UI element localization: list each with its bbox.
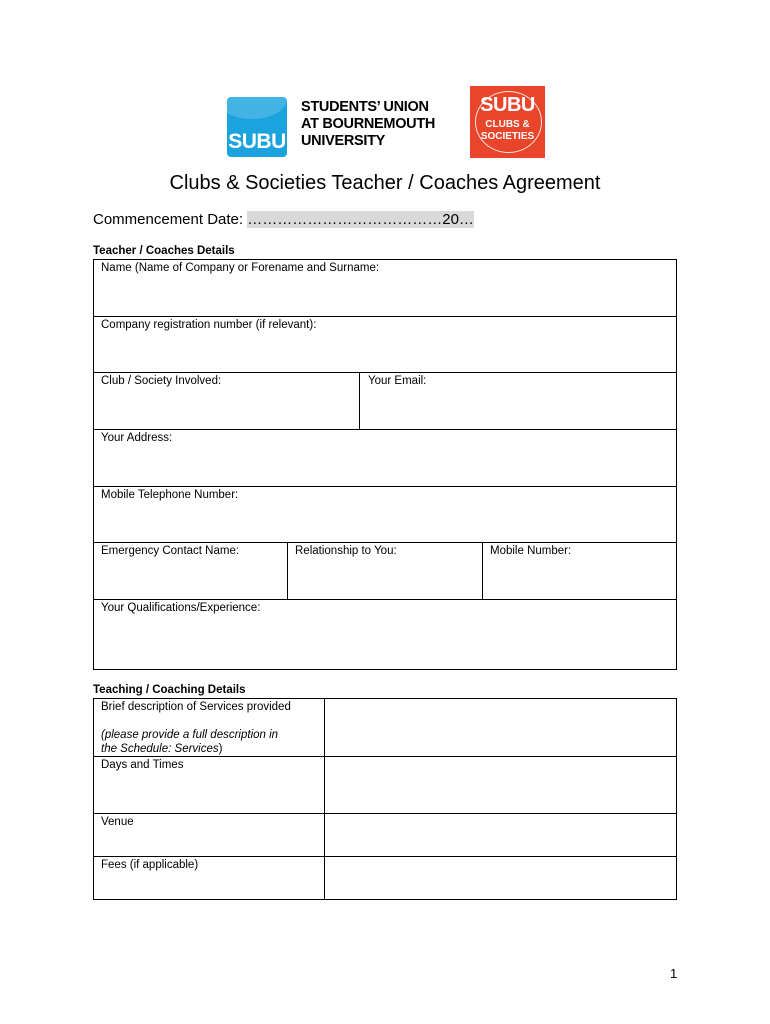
emergency-mobile-field-label: Mobile Number:	[490, 545, 572, 557]
commencement-label: Commencement Date:	[93, 211, 244, 228]
address-field-label: Your Address:	[101, 432, 173, 444]
teaching-details-heading: Teaching / Coaching Details	[93, 684, 246, 696]
commencement-date-field[interactable]: …………………………………20…	[247, 211, 474, 228]
services-note-schedule: the Schedule: Services	[101, 743, 219, 755]
row-divider	[93, 856, 677, 857]
clubs-logo-societies: SOCIETIES	[480, 131, 535, 142]
row-divider	[93, 599, 677, 600]
services-note-line-1: (please provide a full description in	[101, 729, 279, 741]
column-divider	[324, 698, 325, 900]
days-row-label: Days and Times	[101, 759, 184, 771]
services-note-line-2	[101, 743, 222, 755]
column-divider	[287, 542, 288, 599]
venue-row-label: Venue	[101, 816, 134, 828]
services-note-close: )	[218, 743, 223, 755]
subu-logo	[227, 97, 287, 157]
logo-shine	[227, 97, 287, 119]
row-divider	[93, 316, 677, 317]
column-divider	[482, 542, 483, 599]
org-name	[301, 99, 461, 150]
clubs-societies-logo	[470, 86, 545, 158]
teacher-details-heading: Teacher / Coaches Details	[93, 245, 235, 257]
club-field-label: Club / Society Involved:	[101, 375, 222, 387]
emergency-name-field-label: Emergency Contact Name:	[101, 545, 240, 557]
column-divider	[359, 372, 360, 429]
qualifications-field-label: Your Qualifications/Experience:	[101, 602, 261, 614]
row-divider	[93, 813, 677, 814]
commencement-date	[93, 211, 474, 228]
page-number: 1	[670, 966, 678, 981]
relationship-field-label: Relationship to You:	[295, 545, 397, 557]
row-divider	[93, 756, 677, 757]
row-divider	[93, 372, 677, 373]
fees-row-label: Fees (if applicable)	[101, 859, 199, 871]
company-reg-field-label: Company registration number (if relevant):	[101, 319, 317, 331]
clubs-logo-clubs: CLUBS &	[485, 119, 530, 130]
name-field-label: Name (Name of Company or Forename and Surname:	[101, 262, 380, 274]
email-field-label: Your Email:	[368, 375, 427, 387]
org-name-line-2: AT BOURNEMOUTH	[301, 116, 436, 132]
row-divider	[93, 429, 677, 430]
mobile-field-label: Mobile Telephone Number:	[101, 489, 239, 501]
row-divider	[93, 486, 677, 487]
subu-logo-text: SUBU	[228, 130, 286, 153]
services-row-label: Brief description of Services provided	[101, 701, 291, 713]
org-name-line-3: UNIVERSITY	[301, 133, 386, 149]
org-name-line-1: STUDENTS’ UNION	[301, 99, 429, 115]
row-divider	[93, 542, 677, 543]
clubs-logo-subu: SUBU	[480, 94, 535, 116]
document-title: Clubs & Societies Teacher / Coaches Agreement	[169, 172, 601, 194]
